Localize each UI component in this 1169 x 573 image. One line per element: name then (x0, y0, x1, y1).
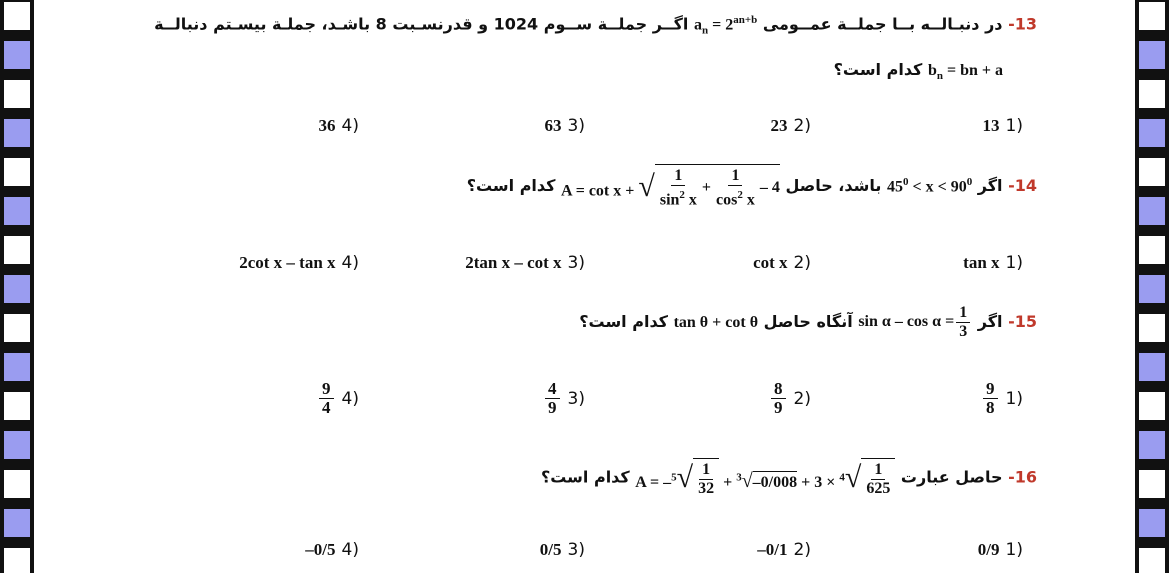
question-text: در دنبـالــه بــا جملــة عمــومی (762, 14, 1003, 34)
film-cell (4, 2, 30, 30)
film-cell (1139, 80, 1165, 108)
formula-an: $a_n = 2^{an+b}$ (693, 14, 758, 37)
film-cell (1139, 470, 1165, 498)
question-text: آنگاه حاصل (763, 312, 853, 331)
film-cell (1139, 158, 1165, 186)
film-cell (4, 353, 30, 381)
question-13-line-2 (834, 60, 1003, 82)
film-cell (1139, 392, 1165, 420)
question-16 (541, 458, 1037, 498)
film-cell (4, 119, 30, 147)
formula-bn: $b_n$ = bn + a (927, 62, 1003, 83)
q15-option-3[interactable]: (3 $\frac{4}{9}$ (543, 380, 585, 417)
film-cell (4, 470, 30, 498)
right-film-border (1135, 0, 1169, 573)
film-cell (4, 197, 30, 225)
question-text: حاصل عبارت (900, 467, 1003, 487)
q14-option-3[interactable]: (3 2tan x – cot x (465, 253, 585, 273)
film-cell (4, 431, 30, 459)
film-cell (4, 548, 30, 573)
q14-option-2[interactable]: (2 cot x (753, 253, 811, 273)
film-cell (1139, 548, 1165, 573)
film-cell (4, 236, 30, 264)
film-cell (1139, 236, 1165, 264)
film-cell (4, 509, 30, 537)
question-text: کدام است؟ (579, 312, 668, 331)
q13-option-3[interactable]: (3 63 (544, 116, 585, 136)
question-15 (579, 304, 1037, 341)
q15-option-1[interactable]: (1 $\frac{9}{8}$ (981, 380, 1023, 417)
film-cell (4, 41, 30, 69)
question-13-line-1 (154, 14, 1037, 37)
question-number: 14- (1008, 176, 1037, 196)
formula-radicals: A = –$^5$ √ $\frac{1}{32}$ + $^3$ √ –0/008 + 3 × $^4$ √ $\frac{1}{625}$ (635, 458, 895, 498)
question-number: 15- (1008, 312, 1037, 331)
film-cell (1139, 41, 1165, 69)
film-cell (4, 158, 30, 186)
film-cell (1139, 119, 1165, 147)
question-text: باشد، حاصل (785, 176, 882, 196)
q15-option-4[interactable]: (4 $\frac{9}{4}$ (317, 380, 359, 417)
question-14 (467, 164, 1037, 209)
q14-option-1[interactable]: (1 tan x (963, 253, 1023, 273)
film-cell (4, 314, 30, 342)
q14-option-4[interactable]: (4 2cot x – tan x (239, 253, 359, 273)
q16-option-2[interactable]: (2 –0/1 (757, 540, 811, 560)
formula-sin-cos: sin α – cos α = $\frac{1}{3}$ (858, 304, 972, 341)
question-text: کدام است؟ (540, 467, 630, 487)
q13-option-1[interactable]: (1 13 (982, 116, 1023, 136)
formula-A: A = cot x + √ $\frac{1}{\sin^2 x}$ + $\frac{1}{\cos^2 x}$ – 4 (561, 164, 780, 209)
question-text: اگر (977, 312, 1003, 331)
film-cell (1139, 275, 1165, 303)
q15-option-2[interactable]: (2 $\frac{8}{9}$ (769, 380, 811, 417)
film-cell (4, 392, 30, 420)
question-text: اگر (977, 176, 1003, 196)
question-text: اگــر جملــة ســوم 1024 و قدرنسـبت 8 باشـد، جملـة بیسـتم دنبالــة (154, 14, 689, 34)
q16-option-3[interactable]: (3 0/5 (539, 540, 585, 560)
condition: $45^0 < x < 90^0$ (886, 175, 973, 196)
film-cell (4, 80, 30, 108)
q13-option-4[interactable]: (4 36 (318, 116, 359, 136)
film-cell (1139, 197, 1165, 225)
q16-option-1[interactable]: (1 0/9 (977, 540, 1023, 560)
left-film-border (0, 0, 34, 573)
film-cell (4, 275, 30, 303)
question-number: 16- (1008, 467, 1037, 487)
film-cell (1139, 431, 1165, 459)
q13-option-2[interactable]: (2 23 (770, 116, 811, 136)
question-number: 13- (1008, 14, 1037, 34)
film-cell (1139, 509, 1165, 537)
formula-tan-cot: tan θ + cot θ (673, 314, 759, 331)
film-cell (1139, 353, 1165, 381)
q16-option-4[interactable]: (4 –0/5 (305, 540, 359, 560)
film-cell (1139, 314, 1165, 342)
question-text: کدام است؟ (833, 60, 923, 79)
question-text: کدام است؟ (466, 176, 556, 196)
film-cell (1139, 2, 1165, 30)
